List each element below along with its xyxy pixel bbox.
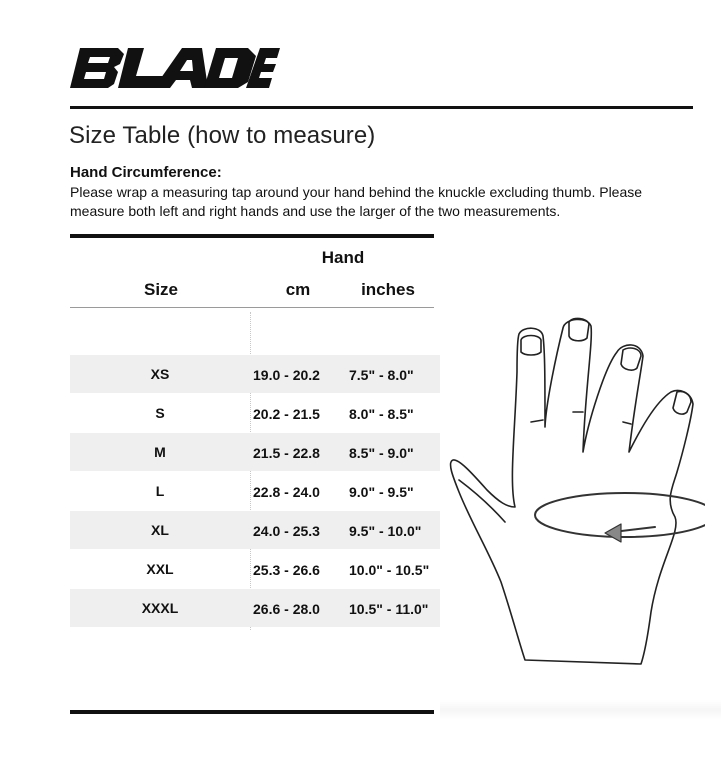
inches-cell: 10.5" - 11.0" xyxy=(349,601,429,617)
hand-group-header: Hand xyxy=(321,248,365,267)
cm-cell: 20.2 - 21.5 xyxy=(253,406,320,422)
size-cell: S xyxy=(155,405,165,421)
table-row xyxy=(70,433,440,471)
table-row xyxy=(70,394,440,432)
inches-cell: 8.5" - 9.0" xyxy=(349,445,414,461)
cm-cell: 26.6 - 28.0 xyxy=(253,601,320,617)
inches-cell: 8.0" - 8.5" xyxy=(349,406,414,422)
table-top-rule xyxy=(70,234,434,238)
table-row xyxy=(70,511,440,549)
cm-cell: 22.8 - 24.0 xyxy=(253,484,320,500)
page-title: Size Table (how to measure) xyxy=(69,122,376,149)
table-row xyxy=(70,355,440,393)
size-cell: XS xyxy=(150,366,170,382)
header-divider xyxy=(70,307,434,308)
table-row xyxy=(70,472,440,510)
size-cell: XL xyxy=(151,522,169,538)
cm-column-header: cm xyxy=(285,280,311,299)
page-shadow xyxy=(440,700,721,720)
inches-cell: 9.0" - 9.5" xyxy=(349,484,414,500)
cm-cell: 21.5 - 22.8 xyxy=(253,445,320,461)
instructions-text: Please wrap a measuring tap around your hand behind the knuckle excluding thumb. Please measure both left and right hands and use the larger of the two measurements. xyxy=(70,184,643,219)
size-cell: XXXL xyxy=(141,600,179,616)
blade-logo xyxy=(70,44,280,90)
size-cell: XXL xyxy=(146,561,174,577)
table-bottom-rule xyxy=(70,710,434,714)
header-rule xyxy=(70,106,693,109)
section-heading: Hand Circumference: xyxy=(70,164,222,181)
cm-cell: 19.0 - 20.2 xyxy=(253,367,320,383)
size-cell: L xyxy=(155,483,165,499)
inches-column-header: inches xyxy=(361,280,415,299)
hand-measure-icon xyxy=(445,312,705,672)
inches-cell: 9.5" - 10.0" xyxy=(349,523,422,539)
size-column-header: Size xyxy=(143,280,179,299)
cm-cell: 24.0 - 25.3 xyxy=(253,523,320,539)
inches-cell: 7.5" - 8.0" xyxy=(349,367,414,383)
inches-cell: 10.0" - 10.5" xyxy=(349,562,430,578)
size-cell: M xyxy=(154,444,166,460)
table-row xyxy=(70,550,440,588)
cm-cell: 25.3 - 26.6 xyxy=(253,562,320,578)
table-row xyxy=(70,589,440,627)
